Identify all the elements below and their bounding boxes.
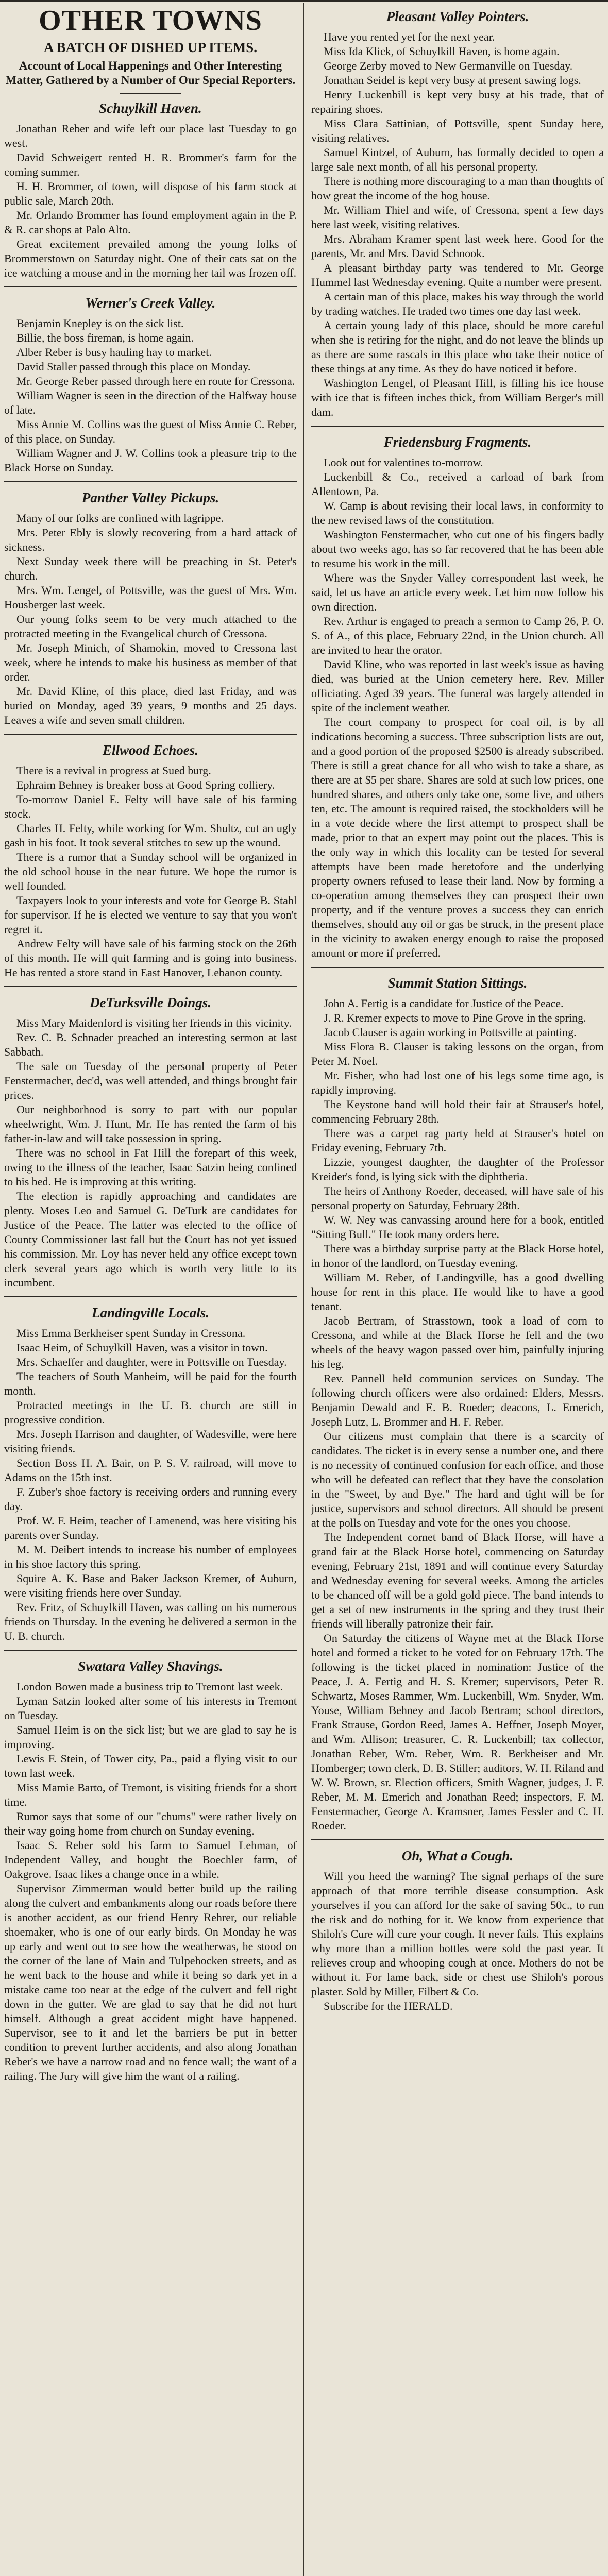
- article-section: [4, 1296, 297, 1643]
- section-heading: DeTurksville Doings.: [90, 995, 211, 1010]
- news-item: There was a carpet rag party held at Strauser's hotel on Friday evening, February 7th.: [311, 1127, 604, 1154]
- section-heading: Schuylkill Haven.: [99, 100, 202, 116]
- news-item: Our neighborhood is sorry to part with our popular wheelwright, Wm. J. Hunt, Mr. He has rented the farm of his father-in-law and will take possession in spring.: [4, 1103, 297, 1145]
- news-item: Benjamin Knepley is on the sick list.: [16, 317, 184, 330]
- news-item: The sale on Tuesday of the personal property of Peter Fenstermacher, dec'd, was well attended, and things brought fair prices.: [4, 1060, 297, 1101]
- news-item: Jonathan Seidel is kept very busy at present sawing logs.: [324, 74, 581, 87]
- news-item: William M. Reber, of Landingville, has a good dwelling house for rent in this place. He would like to have a good tenant.: [311, 1271, 604, 1313]
- news-item: Jonathan Reber and wife left our place last Tuesday to go west.: [4, 122, 297, 149]
- news-item: H. H. Brommer, of town, will dispose of his farm stock at public sale, March 20th.: [4, 180, 297, 207]
- news-item: Rev. Pannell held communion services on Sunday. The following church officers were also ordained: Elders, Messrs. Benjamin Dewald and E. B. Roeder; deacons, L. Emerich, Joseph Lutz, L. Brommer and H. F. Reber.: [311, 1372, 604, 1428]
- news-item: On Saturday the citizens of Wayne met at the Black Horse hotel and formed a ticket to be voted for on February 17th. The following is the ticket placed in nomination: Justice of the Peace, J. A. Fertig and H. S. Kremer; supervisors, Peter R. Schwartz, Moses Rammer, Wm. Luckenbill, Wm. Snyder, Wm. Youse, William Behney and Jacob Bertram; school directors, Frank Strause, Gordon Reed, James A. Heffner, Joseph Moyer, and Wm. Allison; treasurer, C. R. Luckenbill; tax collector, Jonathan Reber, Wm. Reber, Wm. R. Berkheiser and Mr. Homberger; town clerk, D. B. Stiller; auditors, W. H. Riland and W. W. Brown, sr. Election officers, Smith Wagner, judges, J. F. Reber, M. M. Emerich and Jonathan Reed; inspectors, F. M. Fenstermacher, George A. Kramsner, James Fessler and C. H. Roeder.: [311, 1632, 604, 1832]
- news-item: The teachers of South Manheim, will be paid for the fourth month.: [4, 1370, 297, 1397]
- column-divider: [303, 3, 304, 2576]
- section-heading: Panther Valley Pickups.: [81, 490, 219, 505]
- section-heading: Ellwood Echoes.: [102, 742, 199, 758]
- news-item: J. R. Kremer expects to move to Pine Grove in the spring.: [324, 1011, 586, 1024]
- section-heading: Werner's Creek Valley.: [85, 295, 216, 311]
- news-item: Great excitement prevailed among the young folks of Brommerstown on Saturday night. One of their cats sat on the ice watching a mouse and in the morning her tail was frozen off.: [4, 238, 297, 279]
- news-item: London Bowen made a business trip to Tremont last week.: [16, 1680, 283, 1693]
- news-item: David Kline, who was reported in last week's issue as having died, was buried at the Union cemetery here. Rev. Miller officiating. Aged 39 years. The funeral was largely attended in spite of the inclement weather.: [311, 658, 604, 714]
- section-divider: [311, 426, 604, 427]
- news-item: Alber Reber is busy hauling hay to market.: [16, 346, 212, 359]
- news-item: George Zerby moved to New Germanville on Tuesday.: [324, 59, 573, 72]
- news-item: Mrs. Abraham Kramer spent last week here. Good for the parents, Mr. and Mrs. David Schnook.: [311, 232, 604, 260]
- article-section: [4, 481, 297, 727]
- news-item: A pleasant birthday party was tendered to Mr. George Hummel last Wednesday evening. Quite a number were present.: [311, 261, 604, 289]
- news-item: Washington Fenstermacher, who cut one of his fingers badly about two weeks ago, has so far recovered that he has been able to resume his work in the mill.: [311, 528, 604, 570]
- headline-deck: A BATCH OF DISHED UP ITEMS.: [43, 40, 258, 55]
- news-item: A certain man of this place, makes his way through the world by trading watches. He traded two times one day last week.: [311, 290, 604, 317]
- news-item: W. Camp is about revising their local laws, in conformity to the new revised laws of the constitution.: [311, 499, 604, 527]
- news-item: To-morrow Daniel E. Felty will have sale of his farming stock.: [4, 793, 297, 820]
- news-item: There is a revival in progress at Sued burg.: [16, 764, 211, 777]
- news-item: Our young folks seem to be very much attached to the protracted meeting in the Evangelical church of Cressona.: [4, 613, 297, 640]
- news-item: Miss Flora B. Clauser is taking lessons on the organ, from Peter M. Noel.: [311, 1040, 604, 1067]
- section-divider: [4, 1650, 297, 1651]
- news-item: Mr. William Thiel and wife, of Cressona, spent a few days here last week, visiting relatives.: [311, 204, 604, 231]
- article-section: [311, 1839, 604, 2013]
- news-item: The Independent cornet band of Black Horse, will have a grand fair at the Black Horse hotel, commencing on Saturday evening, February 21st, 1891 and will continue every Saturday and Wednesday evening for several weeks. Among the articles to be chanced off will be a gold gold piece. The band intends to get a set of new instruments in the spring and they trust their friends will liberally patronize their fair.: [311, 1531, 604, 1630]
- news-item: Next Sunday week there will be preaching in St. Peter's church.: [4, 555, 297, 582]
- news-item: Mr. David Kline, of this place, died last Friday, and was buried on Monday, aged 39 years, 9 months and 25 days. Leaves a wife and seven small children.: [4, 685, 297, 726]
- news-item: Lewis F. Stein, of Tower city, Pa., paid a flying visit to our town last week.: [4, 1752, 297, 1780]
- news-item: Section Boss H. A. Bair, on P. S. V. railroad, will move to Adams on the 15th inst.: [4, 1456, 297, 1484]
- news-item: William Wagner and J. W. Collins took a pleasure trip to the Black Horse on Sunday.: [4, 447, 297, 474]
- news-item: Lyman Satzin looked after some of his interests in Tremont on Tuesday.: [4, 1694, 297, 1722]
- news-item: Where was the Snyder Valley correspondent last week, he said, let us have an article every week. Let him now follow his own direction.: [311, 571, 604, 613]
- news-item: William Wagner is seen in the direction of the Halfway house of late.: [4, 389, 297, 416]
- divider: [120, 93, 181, 94]
- news-item: There is nothing more discouraging to a man than thoughts of how great the income of the hog house.: [311, 175, 604, 202]
- headline-subdeck: Account of Local Happenings and Other Interesting Matter, Gathered by a Number of Our Special Reporters.: [5, 59, 296, 87]
- news-item: Washington Lengel, of Pleasant Hill, is filling his ice house with ice that is fifteen inches thick, from William Berger's mill dam.: [311, 377, 604, 418]
- masthead: OTHER TOWNS: [39, 5, 262, 37]
- top-rule: [0, 0, 608, 2]
- news-item: Jacob Clauser is again working in Pottsville at painting.: [324, 1026, 577, 1039]
- news-item: Miss Ida Klick, of Schuylkill Haven, is home again.: [324, 45, 560, 58]
- news-item: There was a birthday surprise party at the Black Horse hotel, in honor of the landlord, on Tuesday evening.: [311, 1242, 604, 1269]
- news-item: Charles H. Felty, while working for Wm. Shultz, cut an ugly gash in his foot. It took several stitches to sew up the wound.: [4, 822, 297, 849]
- section-heading: Swatara Valley Shavings.: [78, 1658, 223, 1674]
- news-item: Luckenbill & Co., received a carload of bark from Allentown, Pa.: [311, 470, 604, 498]
- news-item: Mr. Orlando Brommer has found employment again in the P. & R. car shops at Palo Alto.: [4, 209, 297, 236]
- news-item: Mr. George Reber passed through here en route for Cressona.: [16, 375, 295, 387]
- left-column: [4, 4, 297, 2576]
- section-divider: [311, 967, 604, 968]
- article-section: [4, 734, 297, 980]
- article-section: [4, 286, 297, 475]
- section-divider: [4, 286, 297, 287]
- news-item: Mr. Joseph Minich, of Shamokin, moved to Cressona last week, where he intends to make his business as member of that order.: [4, 641, 297, 683]
- news-item: The election is rapidly approaching and candidates are plenty. Moses Leo and Samuel G. DeTurk are candidates for Justice of the Peace. The latter was elected to the office of County Commissioner last fall but the Court has not yet issued his commission. Mr. Loy has never held any office except town clerk several years ago which is worth very little to its incumbent.: [4, 1190, 297, 1289]
- article-section: [311, 7, 604, 419]
- article-section: [311, 967, 604, 1833]
- news-item: Isaac S. Reber sold his farm to Samuel Lehman, of Independent Valley, and bought the Boechler farm, of Oakgrove. Isaac likes a change once in a while.: [4, 1839, 297, 1880]
- news-item: Samuel Heim is on the sick list; but we are glad to say he is improving.: [4, 1723, 297, 1751]
- news-item: The court company to prospect for coal oil, is by all indications becoming a success. Three subscription lists are out, and a good portion of the proposed $2500 is already subscribed. There is still a great chance for all who wish to take a share, as there are at $5 per share. Shares are sold at such low prices, one hundred shares, and others only take one, some five, and others ten, etc. The amount is required raised, the stockholders will be in a vote decide where the first attempt to prospect shall be made, prior to that an expert may point out the places. This is the only way in which this locality can be tested for several attempts have been made heretofore and the underlying property owners refused to lease their land. Now by forming a co-operation among themselves they can prospect their own property, and if the venture proves a success they can enrich themselves, should any oil or gas be struck, in the present place in the vicinity to awaken energy enough to raise the proposed amount or more if preferred.: [311, 716, 604, 959]
- news-item: Squire A. K. Base and Baker Jackson Kremer, of Auburn, were visiting friends here over Sunday.: [4, 1572, 297, 1599]
- news-item: Lizzie, youngest daughter, the daughter of the Professor Kreider's fond, is lying sick with the diphtheria.: [311, 1156, 604, 1183]
- news-item: Mrs. Peter Ebly is slowly recovering from a hard attack of sickness.: [4, 526, 297, 553]
- news-item: Many of our folks are confined with lagrippe.: [16, 512, 224, 524]
- section-divider: [311, 1839, 604, 1840]
- section-divider: [4, 986, 297, 987]
- news-item: A certain young lady of this place, should be more careful when she is retiring for the night, and do not leave the blinds up as there are some rascals in this place who take their notice of these things at any time. As they do have noticed it before.: [311, 319, 604, 375]
- news-item: Samuel Kintzel, of Auburn, has formally decided to open a large sale next month, of all his personal property.: [311, 146, 604, 173]
- news-item: Rumor says that some of our "chums" were rather lively on their way going home from church on Sunday evening.: [4, 1810, 297, 1837]
- section-heading: Summit Station Sittings.: [387, 975, 528, 991]
- news-item: Rev. Arthur is engaged to preach a sermon to Camp 26, P. O. S. of A., of this place, February 22nd, in the Union church. All are invited to hear the orator.: [311, 615, 604, 656]
- news-item: W. W. Ney was canvassing around here for a book, entitled "Sitting Bull." He took many orders here.: [311, 1213, 604, 1241]
- news-item: The Keystone band will hold their fair at Strauser's hotel, commencing February 28th.: [311, 1098, 604, 1125]
- article-section: [311, 426, 604, 960]
- section-heading: Friedensburg Fragments.: [383, 434, 532, 450]
- news-item: David Schweigert rented H. R. Brommer's farm for the coming summer.: [4, 151, 297, 178]
- news-item: Mr. Fisher, who had lost one of his legs some time ago, is rapidly improving.: [311, 1069, 604, 1096]
- news-item: Miss Emma Berkheiser spent Sunday in Cressona.: [16, 1327, 246, 1340]
- news-item: Billie, the boss fireman, is home again.: [16, 331, 194, 344]
- news-item: Andrew Felty will have sale of his farming stock on the 26th of this month. He will quit farming and is going into business. He has rented a store stand in East Hanover, Lebanon county.: [4, 937, 297, 979]
- right-column: [311, 4, 604, 2576]
- news-item: Prof. W. F. Heim, teacher of Lamenend, was here visiting his parents over Sunday.: [4, 1514, 297, 1541]
- section-divider: [4, 1296, 297, 1297]
- news-item: Rev. C. B. Schnader preached an interesting sermon at last Sabbath.: [4, 1031, 297, 1058]
- news-item: Jacob Bertram, of Strasstown, took a load of corn to Cressona, and while at the Black Horse he fell and the two wheels of the heavy wagon passed over him, painfully injuring his leg.: [311, 1314, 604, 1370]
- news-item: Miss Mamie Barto, of Tremont, is visiting friends for a short time.: [4, 1781, 297, 1808]
- article-section: [4, 99, 297, 280]
- news-item: There was no school in Fat Hill the forepart of this week, owing to the illness of the teacher, Isaac Satzin being confined to his bed. He is improving at this writing.: [4, 1146, 297, 1188]
- news-item: Our citizens must complain that there is a scarcity of candidates. The ticket is in every sense a number one, and there is no necessity of continued confusion for each office, and those who will be defeated can reflect that they have the consolation in the "Sweet, by and Bye." The hard and tight will be for justice, supervisors and school directors. All should be present at the polls on Tuesday and vote for the ones you choose.: [311, 1430, 604, 1529]
- news-item: Ephraim Behney is breaker boss at Good Spring colliery.: [16, 778, 275, 791]
- news-item: Supervisor Zimmerman would better build up the railing along the culvert and embankments along our roads before there is another accident, as our friend Henry Rehrer, our reliable shoemaker, who is one of our early birds. On Monday he was up early and went out to see how the weatherwas, he stood on the corner of the lane of Main and Tulpehocken streets, and as he went back to the house and while it being so dark yet in a mistake came too near at the edge of the culvert and fell right down in the gutter. We are glad to say that he did not hurt himself. Although a great accident might have happened. Supervisor, see to it and let the barriers be put in better condition to prevent further accidents, and also along Jonathan Reber's we have a narrow road and no fence wall; the want of a railing. The Jury will give him the want of a railing.: [4, 1882, 297, 2082]
- news-item: Henry Luckenbill is kept very busy at his trade, that of repairing shoes.: [311, 88, 604, 115]
- news-item: Mrs. Schaeffer and daughter, were in Pottsville on Tuesday.: [16, 1355, 287, 1368]
- news-item: Miss Annie M. Collins was the guest of Miss Annie C. Reber, of this place, on Sunday.: [4, 418, 297, 445]
- news-item: Subscribe for the HERALD.: [324, 1999, 453, 2012]
- news-item: Rev. Fritz, of Schuylkill Haven, was calling on his numerous friends on Thursday. In the evening he delivered a sermon in the U. B. church.: [4, 1601, 297, 1642]
- section-divider: [4, 481, 297, 482]
- news-item: Isaac Heim, of Schuylkill Haven, was a visitor in town.: [16, 1341, 268, 1354]
- news-item: The heirs of Anthony Roeder, deceased, will have sale of his personal property on Saturday, February 28th.: [311, 1184, 604, 1212]
- news-item: Mrs. Joseph Harrison and daughter, of Wadesville, were here visiting friends.: [4, 1428, 297, 1455]
- news-item: Miss Clara Sattinian, of Pottsville, spent Sunday here, visiting relatives.: [311, 117, 604, 144]
- section-divider: [4, 734, 297, 735]
- right-sections: [311, 7, 604, 2013]
- news-item: Miss Mary Maidenford is visiting her friends in this vicinity.: [16, 1016, 292, 1029]
- news-item: John A. Fertig is a candidate for Justice of the Peace.: [324, 997, 564, 1010]
- news-item: Will you heed the warning? The signal perhaps of the sure approach of that more terrible disease consumption. Ask yourselves if you can afford for the sake of saving 50c., to run the risk and do nothing for it. We know from experience that Shiloh's Cure will cure your cough. It never fails. This explains why more than a million bottles were sold the past year. It relieves croup and whooping cough at once. Mothers do not be without it. For lame back, side or chest use Shiloh's porous plaster. Sold by Miller, Filbert & Co.: [311, 1870, 604, 1998]
- news-item: Mrs. Wm. Lengel, of Pottsville, was the guest of Mrs. Wm. Housberger last week.: [4, 584, 297, 611]
- left-sections: [4, 99, 297, 2083]
- section-heading: Landingville Locals.: [92, 1305, 209, 1320]
- news-item: F. Zuber's shoe factory is receiving orders and running every day.: [4, 1485, 297, 1513]
- section-heading: Oh, What a Cough.: [401, 1848, 514, 1863]
- article-section: [4, 1650, 297, 2083]
- news-item: Have you rented yet for the next year.: [324, 30, 495, 43]
- news-item: There is a rumor that a Sunday school will be organized in the old school house in the near future. We hope the rumor is well founded.: [4, 851, 297, 892]
- article-section: [4, 986, 297, 1290]
- news-item: M. M. Deibert intends to increase his number of employees in his shoe factory this spring.: [4, 1543, 297, 1570]
- news-item: Protracted meetings in the U. B. church are still in progressive condition.: [4, 1399, 297, 1426]
- news-item: Taxpayers look to your interests and vote for George B. Stahl for supervisor. If he is elected we venture to say that you won't regret it.: [4, 894, 297, 936]
- news-item: Look out for valentines to-morrow.: [324, 456, 483, 469]
- news-item: David Staller passed through this place on Monday.: [16, 360, 251, 373]
- section-heading: Pleasant Valley Pointers.: [386, 9, 529, 24]
